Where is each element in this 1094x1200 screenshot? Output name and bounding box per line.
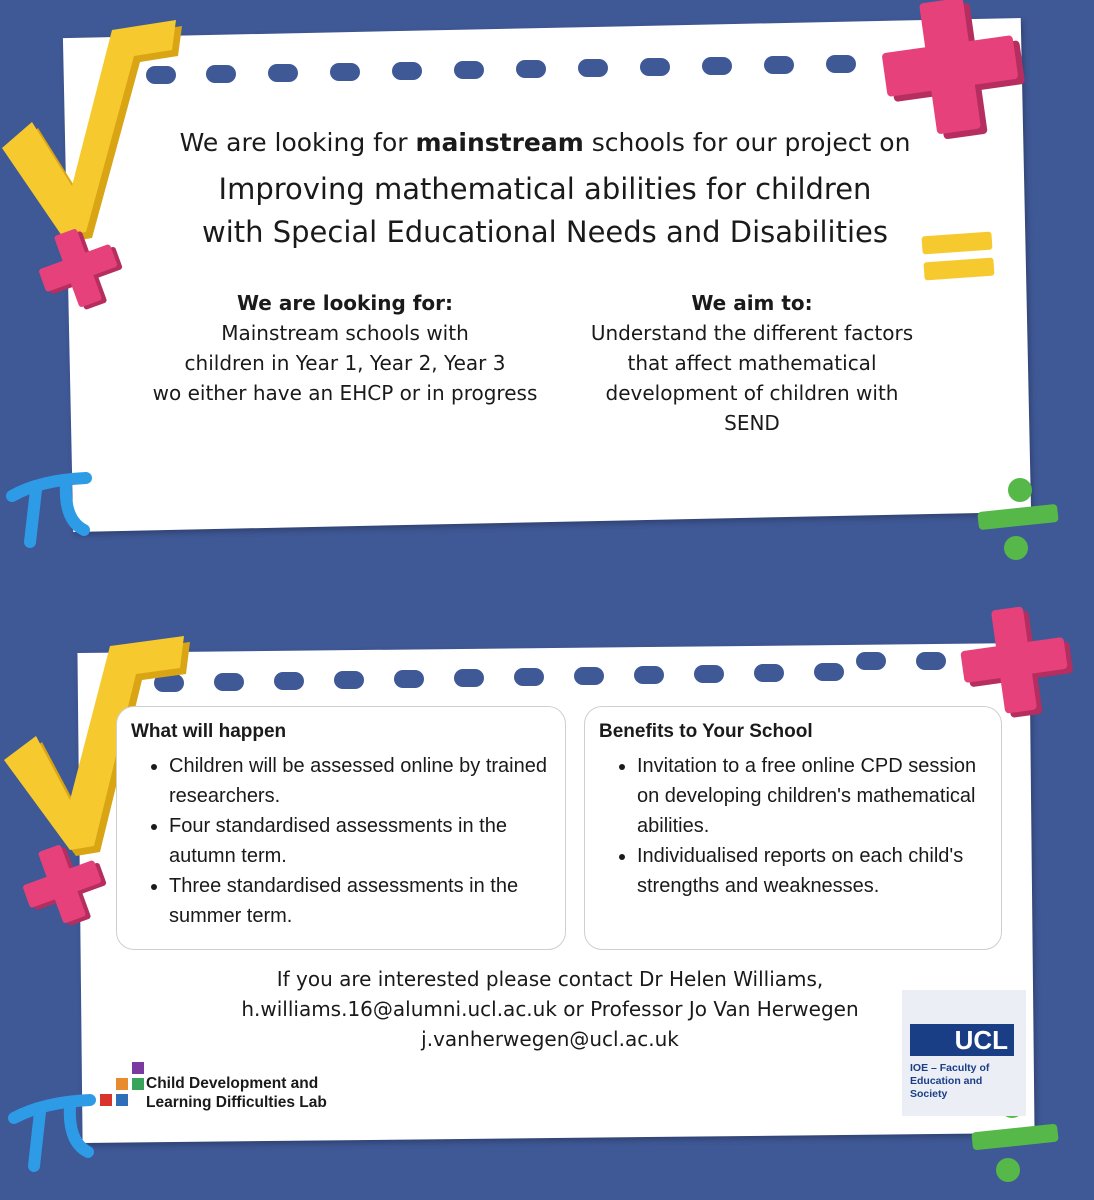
list-item: • Invitation to a free online CPD session on developing children's mathematical abilities. <box>637 751 987 841</box>
looking-for-column: We are looking for: Mainstream schools with children in Year 1, Year 2, Year 3 wo either have an EHCP or in progress <box>130 288 560 408</box>
benefits-heading: Benefits to Your School <box>599 721 813 742</box>
aim-column: We aim to: Understand the different factors that affect mathematical development of children with SEND <box>560 288 944 438</box>
list-item: • Individualised reports on each child's strengths and weaknesses. <box>637 841 987 901</box>
ucl-caption: IOE – Faculty of Education and Society <box>910 1062 990 1100</box>
contact-info: If you are interested please contact Dr Helen Williams, h.williams.16@alumni.ucl.ac.uk or Professor Jo Van Herwegen j.vanherwegen@ucl.ac.uk <box>180 964 920 1054</box>
list-item: • Children will be assessed online by trained researchers. <box>169 751 551 811</box>
ucl-mark: UCL <box>910 1024 1014 1056</box>
pi-icon <box>14 1100 90 1166</box>
looking-for-heading: We are looking for: <box>236 291 454 315</box>
benefits-box <box>584 706 1002 950</box>
plus-icon <box>875 0 1031 146</box>
project-title: Improving mathematical abilities for children with Special Educational Needs and Disabilities <box>202 172 888 249</box>
intro-line: We are looking for mainstream schools for our project on <box>179 128 911 157</box>
email-link[interactable]: h.williams.16@alumni.ucl.ac.uk or Professor Jo Van Herwegen <box>241 997 859 1021</box>
ucl-logo <box>902 990 1026 1116</box>
pi-icon <box>12 478 86 542</box>
lab-logo-text: Child Development and Learning Difficulties Lab <box>146 1075 327 1111</box>
aim-heading: We aim to: <box>691 291 813 315</box>
what-will-happen-box <box>116 706 566 950</box>
list-item: • Three standardised assessments in the summer term. <box>169 871 551 931</box>
list-item: • Four standardised assessments in the autumn term. <box>169 811 551 871</box>
divide-icon <box>977 478 1058 560</box>
email-link[interactable]: j.vanherwegen@ucl.ac.uk <box>421 1027 679 1051</box>
lab-logo-icon <box>98 1060 146 1112</box>
what-will-happen-heading: What will happen <box>131 721 287 742</box>
